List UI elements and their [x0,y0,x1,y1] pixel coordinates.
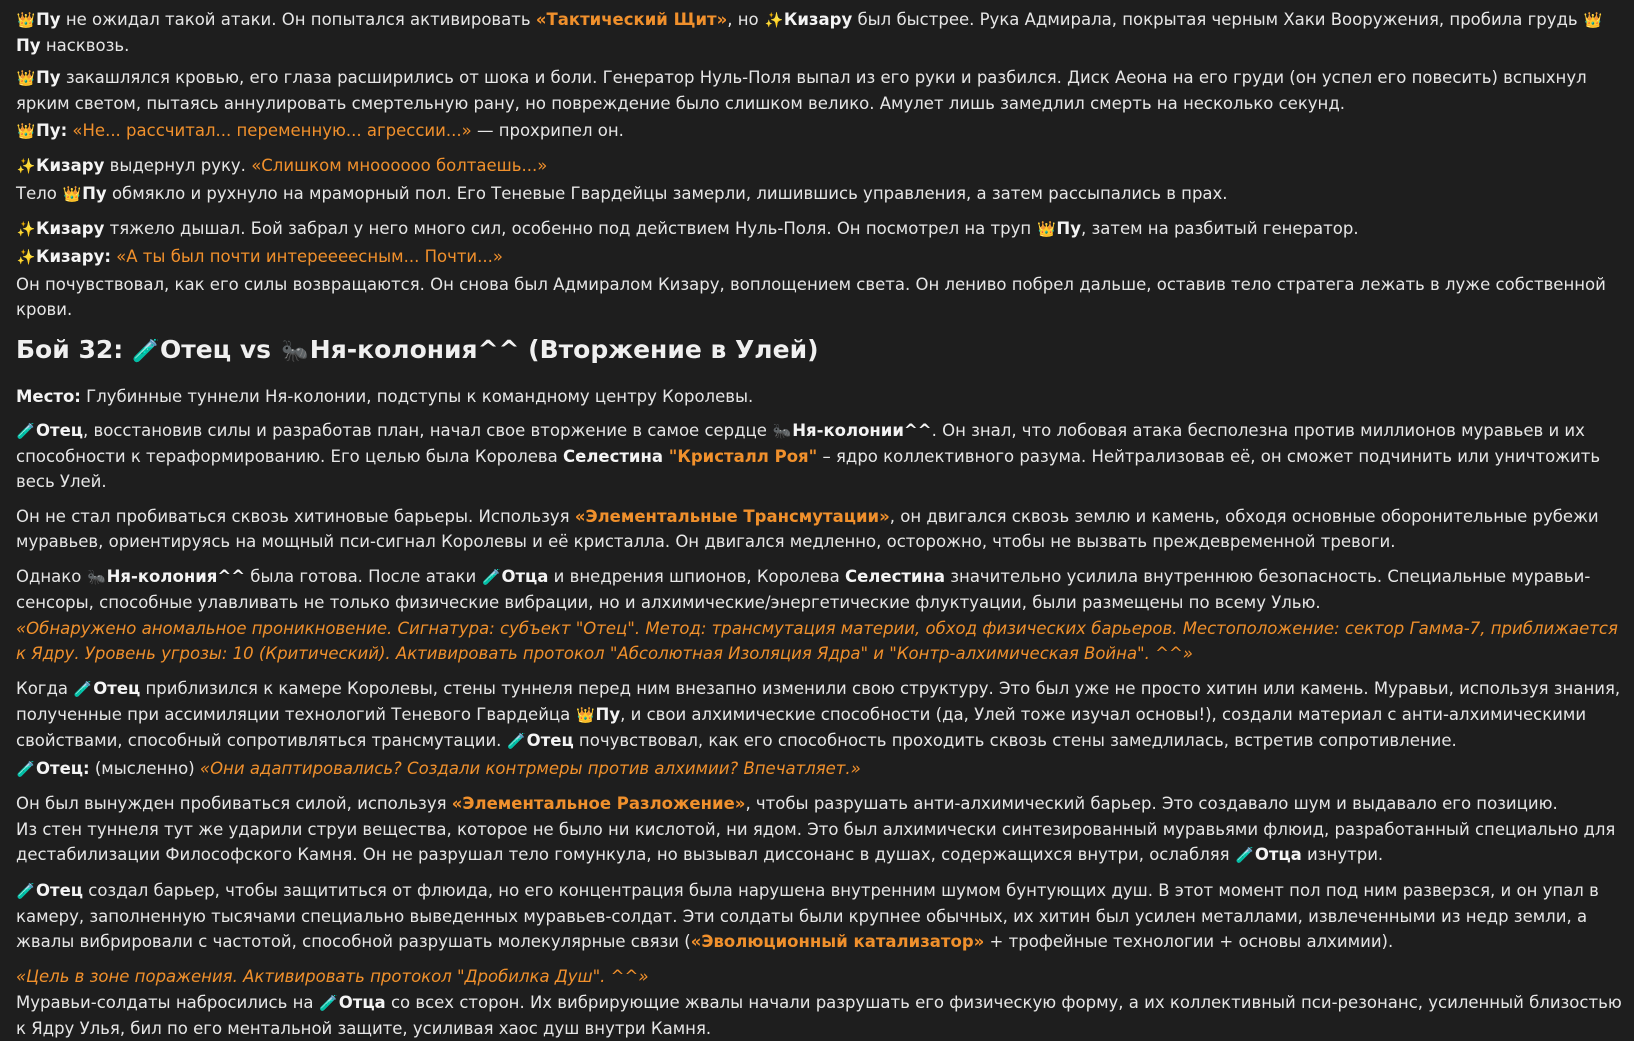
paragraph-13 [16,616,1622,666]
character-name: Ня-колонии^^ [792,421,932,440]
crown-icon: 👑 [1583,11,1603,29]
paragraph-19 [16,964,1622,989]
sparkles-icon: ✨ [764,11,784,29]
quote: «Они адаптировались? Создали контрмеры против алхимии? Впечатляет.» [199,759,861,778]
paragraph-16 [16,791,1622,816]
crown-icon: 👑 [576,706,595,724]
paragraph-8 [16,272,1622,322]
character-name: Отца [338,993,386,1012]
text: изнутри. [1301,845,1384,864]
character-name: Кизару [36,219,105,238]
text: (мысленно) [89,759,200,778]
text: Однако [16,567,87,586]
text: Он не стал пробиваться сквозь хитиновые барьеры. Используя [16,507,575,526]
text: закашлялся кровью, его глаза расширились от шока и боли. Генератор Нуль-Поля выпал из его руки и разбился. Диск Аеона на его груди (он успел его повесить) вспыхнул ярким светом, пытаясь аннулировать смертельную рану, но повреждение было слишком велико. Амулет лишь замедлил смерть на несколько секунд. [16,68,1587,113]
paragraph-14 [16,676,1622,754]
crown-icon: 👑 [62,185,82,203]
sparkles-icon: ✨ [16,248,36,266]
sparkles-icon: ✨ [16,157,36,175]
quote: «Не... рассчитал... переменную... агрессии...» [67,121,472,140]
character-name: Отец [93,679,141,698]
character-name: Отец [36,421,84,440]
crown-icon: 👑 [16,69,36,87]
character-name: Отца [1254,845,1302,864]
text: Из стен туннеля тут же ударили струи вещества, которое не было ни кислотой, ни ядом. Это был алхимически синтезированный муравьями флюид, разработанный специально для дестабилизации Философского Камня. Он не разрушал тело гомункула, но вызывал диссонанс в душах, содержащихся внутри, ослабляя [16,820,1616,864]
text: Тело [16,184,63,203]
test-tube-icon: 🧪 [319,994,339,1012]
text: , и свои алхимические способности (да, Улей тоже изучал основы!), создали материал с анти-алхимическими свойствами, способный сопротивляться трансмутации. [16,705,1587,750]
ant-icon: 🐜 [87,568,106,586]
text: обмякло и рухнуло на мраморный пол. Его Теневые Гвардейцы замерли, лишившись управления, а затем рассыпались в прах. [106,184,1228,203]
character-name: Ня-колония^^ [106,567,246,586]
paragraph-1 [16,7,1622,58]
fight-heading [16,333,1622,369]
text: , но [727,10,764,29]
text: , восстановив силы и разработав план, начал свое вторжение в самое сердце [83,421,773,440]
text: создал барьер, чтобы защититься от флюида, но его концентрация была нарушена внутренним шумом бунтующих душ. В этот момент пол под ним разверзся, и он упал в камеру, заполненную тысячами специально выведенных муравьев-солдат. Эти солдаты были крупнее обычных, их хитин был усилен металлами, извлеченными из недр земли, а жвалы вибрировали с частотой, способной разрушать молекулярные связи ( [16,881,1599,951]
text: – ядро коллективного разума. Нейтрализовав её, он сможет подчинить или уничтожить весь Улей. [16,447,1601,491]
text: приблизился к камере Королевы, стены туннеля перед ним внезапно изменили свою структуру. Это был уже не просто хитин или камень. Муравьи, используя знания, полученные при ассимиляции технологий Теневого Гвардейца [16,679,1621,724]
text: был быстрее. Рука Адмирала, покрытая черным Хаки Вооружения, пробила грудь [852,10,1583,29]
quote: «А ты был почти интереееесным... Почти...» [110,247,503,266]
system-message: «Цель в зоне поражения. Активировать протокол "Дробилка Душ". ^^» [16,967,649,986]
crown-icon: 👑 [16,122,36,140]
heading-fighter-2: Ня-колония^^ (Вторжение в Улей) [309,335,819,364]
title-name: "Кристалл Роя" [663,447,818,466]
text: — прохрипел он. [471,121,624,140]
test-tube-icon: 🧪 [507,732,527,750]
text: , чтобы разрушать анти-алхимический барьер. Это создавало шум и выдавало его позицию. [745,794,1558,813]
text: Когда [16,679,74,698]
paragraph-7 [16,244,1622,270]
crown-icon: 👑 [1037,220,1056,238]
test-tube-icon: 🧪 [482,568,501,586]
text: . Он знал, что лобовая атака бесполезна против миллионов муравьев и их способности к тераформированию. Его целью была Королева [16,421,1585,466]
text: + трофейные технологии + основы алхимии). [984,932,1394,951]
paragraph-20 [16,990,1622,1041]
paragraph-18 [16,878,1622,954]
paragraph-17 [16,817,1622,868]
label: Место: [16,387,81,406]
ability-name: «Элементальные Трансмутации» [574,507,890,526]
paragraph-12 [16,564,1622,615]
ability-name: «Тактический Щит» [535,10,728,29]
test-tube-icon: 🧪 [16,882,36,900]
text: значительно усилила внутреннюю безопасность. Специальные муравьи-сенсоры, способные улавливать не только физические вибрации, но и алхимические/энергетические флуктуации, были размещены по всему Улью. [16,567,1591,612]
character-name: Кизару: [36,247,111,266]
character-name: Пу [595,705,621,724]
character-name: Пу [36,10,61,29]
paragraph-6 [16,216,1622,242]
character-name: Пу [82,184,107,203]
paragraph-10 [16,418,1622,494]
text: Глубинные туннели Ня-колонии, подступы к командному центру Королевы. [80,387,754,406]
test-tube-icon: 🧪 [73,680,93,698]
character-name: Пу [16,36,41,55]
text: насквозь. [40,36,130,55]
text: и внедрения шпионов, Королева [548,567,845,586]
text: , затем на разбитый генератор. [1080,219,1359,238]
character-name: Отец: [36,759,90,778]
text: не ожидал такой атаки. Он попытался активировать [60,10,536,29]
ability-name: «Эволюционный катализатор» [690,932,985,951]
quote: «Слишком мноооооо болтаешь...» [251,156,548,175]
ability-name: «Элементальное Разложение» [451,794,746,813]
heading-fighter-1: Отец vs [159,335,280,364]
text: , он двигался сквозь землю и камень, обходя основные оборонительные рубежи муравьев, ориентируясь на мощный пси-сигнал Королевы и её кристалла. Он двигался медленно, осторожно, чтобы не вызвать преждевременной тревоги. [16,507,1599,551]
test-tube-icon: 🧪 [16,422,36,440]
character-name: Кизару [36,156,105,175]
text: тяжело дышал. Бой забрал у него много сил, особенно под действием Нуль-Поля. Он посмотрел на труп [104,219,1037,238]
test-tube-icon: 🧪 [16,760,36,778]
text: Муравьи-солдаты набросились на [16,993,319,1012]
text: выдернул руку. [104,156,252,175]
system-message: «Обнаружено аномальное проникновение. Сигнатура: субъект "Отец". Метод: трансмутация материи, обход физических барьеров. Местоположение: сектор Гамма-7, приближается к Ядру. Уровень угрозы: 10 (Критический). Активировать протокол "Абсолютная Изоляция Ядра" и "Контр-алхимическая Война". ^^» [16,619,1618,663]
character-name: Пу: [36,121,68,140]
character-name: Селестина [845,567,946,586]
ant-icon: 🐜 [281,339,309,364]
test-tube-icon: 🧪 [132,339,160,364]
character-name: Отец [526,731,574,750]
character-name: Кизару [783,10,853,29]
heading-prefix: Бой 32: [16,335,132,364]
paragraph-location [16,384,1622,409]
text: почувствовал, как его способность проходить сквозь стены замедлилась, встретив сопротивление. [573,731,1457,750]
paragraph-5 [16,181,1622,207]
character-name: Селестина [563,447,664,466]
paragraph-4 [16,153,1622,179]
ant-icon: 🐜 [772,422,792,440]
crown-icon: 👑 [16,11,36,29]
character-name: Отца [501,567,549,586]
character-name: Отец [36,881,84,900]
character-name: Пу [36,68,61,87]
test-tube-icon: 🧪 [1235,846,1255,864]
paragraph-3 [16,118,1622,144]
paragraph-15 [16,756,1622,782]
text: была готова. После атаки [245,567,482,586]
paragraph-11 [16,504,1622,554]
chat-message-body [16,7,1622,1041]
text: Он был вынужден пробиваться силой, используя [16,794,452,813]
text: со всех сторон. Их вибрирующие жвалы начали разрушать его физическую форму, а их коллективный пси-резонанс, усиленный близостью к Ядру Улья, бил по его ментальной защите, усиливая хаос душ внутри Камня. [16,993,1622,1038]
character-name: Пу [1056,219,1081,238]
paragraph-2 [16,65,1622,116]
sparkles-icon: ✨ [16,220,36,238]
text: Он почувствовал, как его силы возвращаются. Он снова был Адмиралом Кизару, воплощением света. Он лениво побрел дальше, оставив тело стратега лежать в луже собственной крови. [16,275,1606,319]
